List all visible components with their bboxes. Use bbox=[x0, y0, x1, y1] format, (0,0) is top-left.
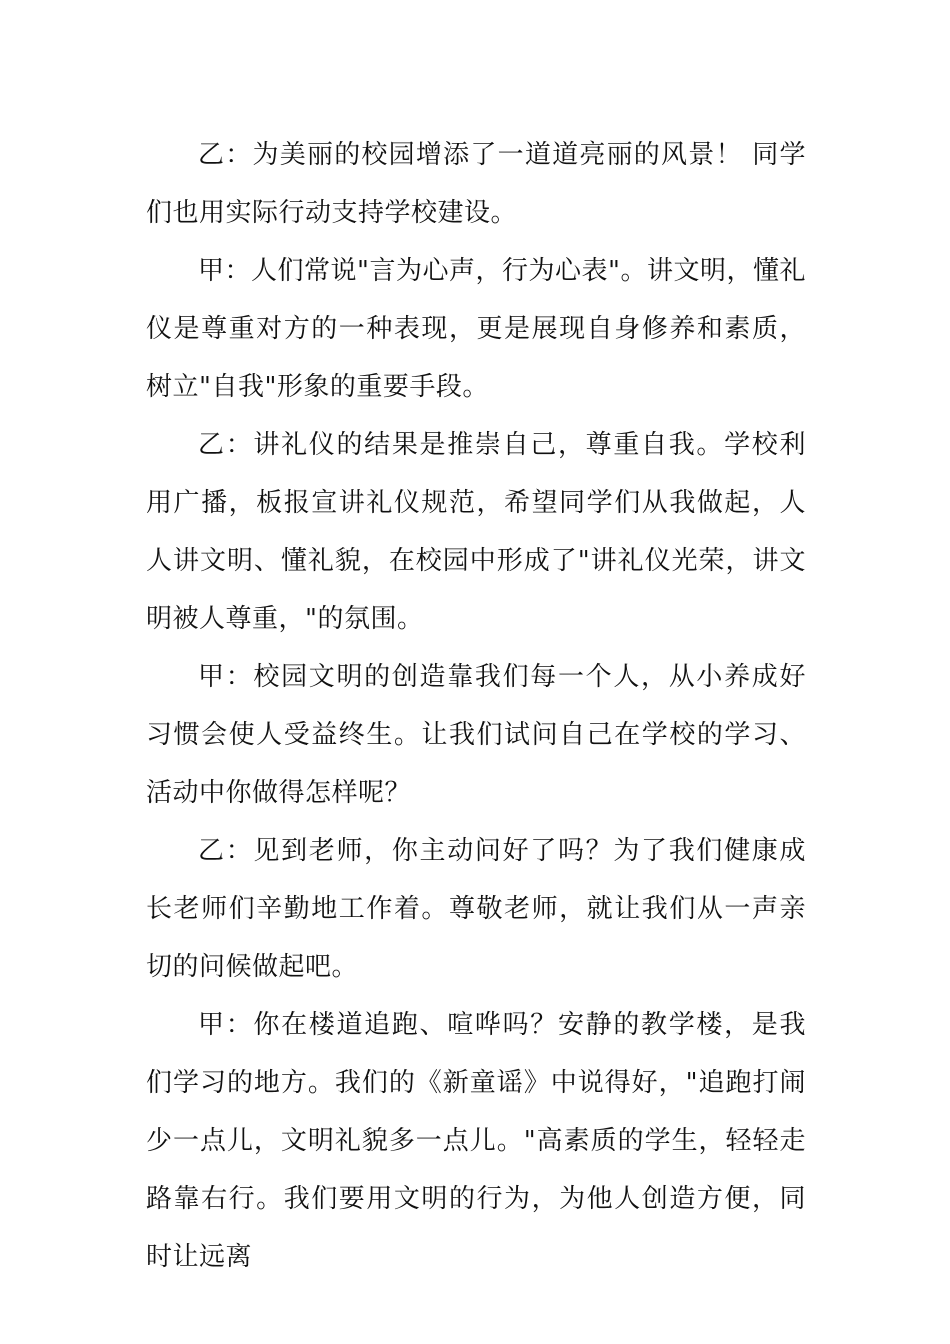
paragraph-6: 甲：你在楼道追跑、喧哗吗？安静的教学楼，是我们学习的地方。我们的《新童谣》中说得好，"追跑打闹少一点儿，文明礼貌多一点儿。"高素质的学生，轻轻走路靠右行。我们要用文明的行为，为他人创造方便，同时让远离 bbox=[146, 1010, 806, 1272]
paragraph-3: 乙：讲礼仪的结果是推崇自己，尊重自我。学校利用广播，板报宣讲礼仪规范，希望同学们从我做起，人人讲文明、懂礼貌，在校园中形成了"讲礼仪光荣，讲文明被人尊重，"的氛围。 bbox=[146, 430, 806, 634]
paragraph-4: 甲：校园文明的创造靠我们每一个人，从小养成好习惯会使人受益终生。让我们试问自己在学校的学习、活动中你做得怎样呢？ bbox=[146, 662, 806, 808]
paragraph-5: 乙：见到老师，你主动问好了吗？为了我们健康成长老师们辛勤地工作着。尊敬老师，就让我们从一声亲切的问候做起吧。 bbox=[146, 836, 806, 982]
document-body bbox=[146, 126, 806, 1286]
paragraph-2: 甲：人们常说"言为心声，行为心表"。讲文明，懂礼仪是尊重对方的一种表现，更是展现自身修养和素质，树立"自我"形象的重要手段。 bbox=[146, 256, 806, 402]
paragraph-1: 乙：为美丽的校园增添了一道道亮丽的风景！ 同学们也用实际行动支持学校建设。 bbox=[146, 140, 806, 228]
